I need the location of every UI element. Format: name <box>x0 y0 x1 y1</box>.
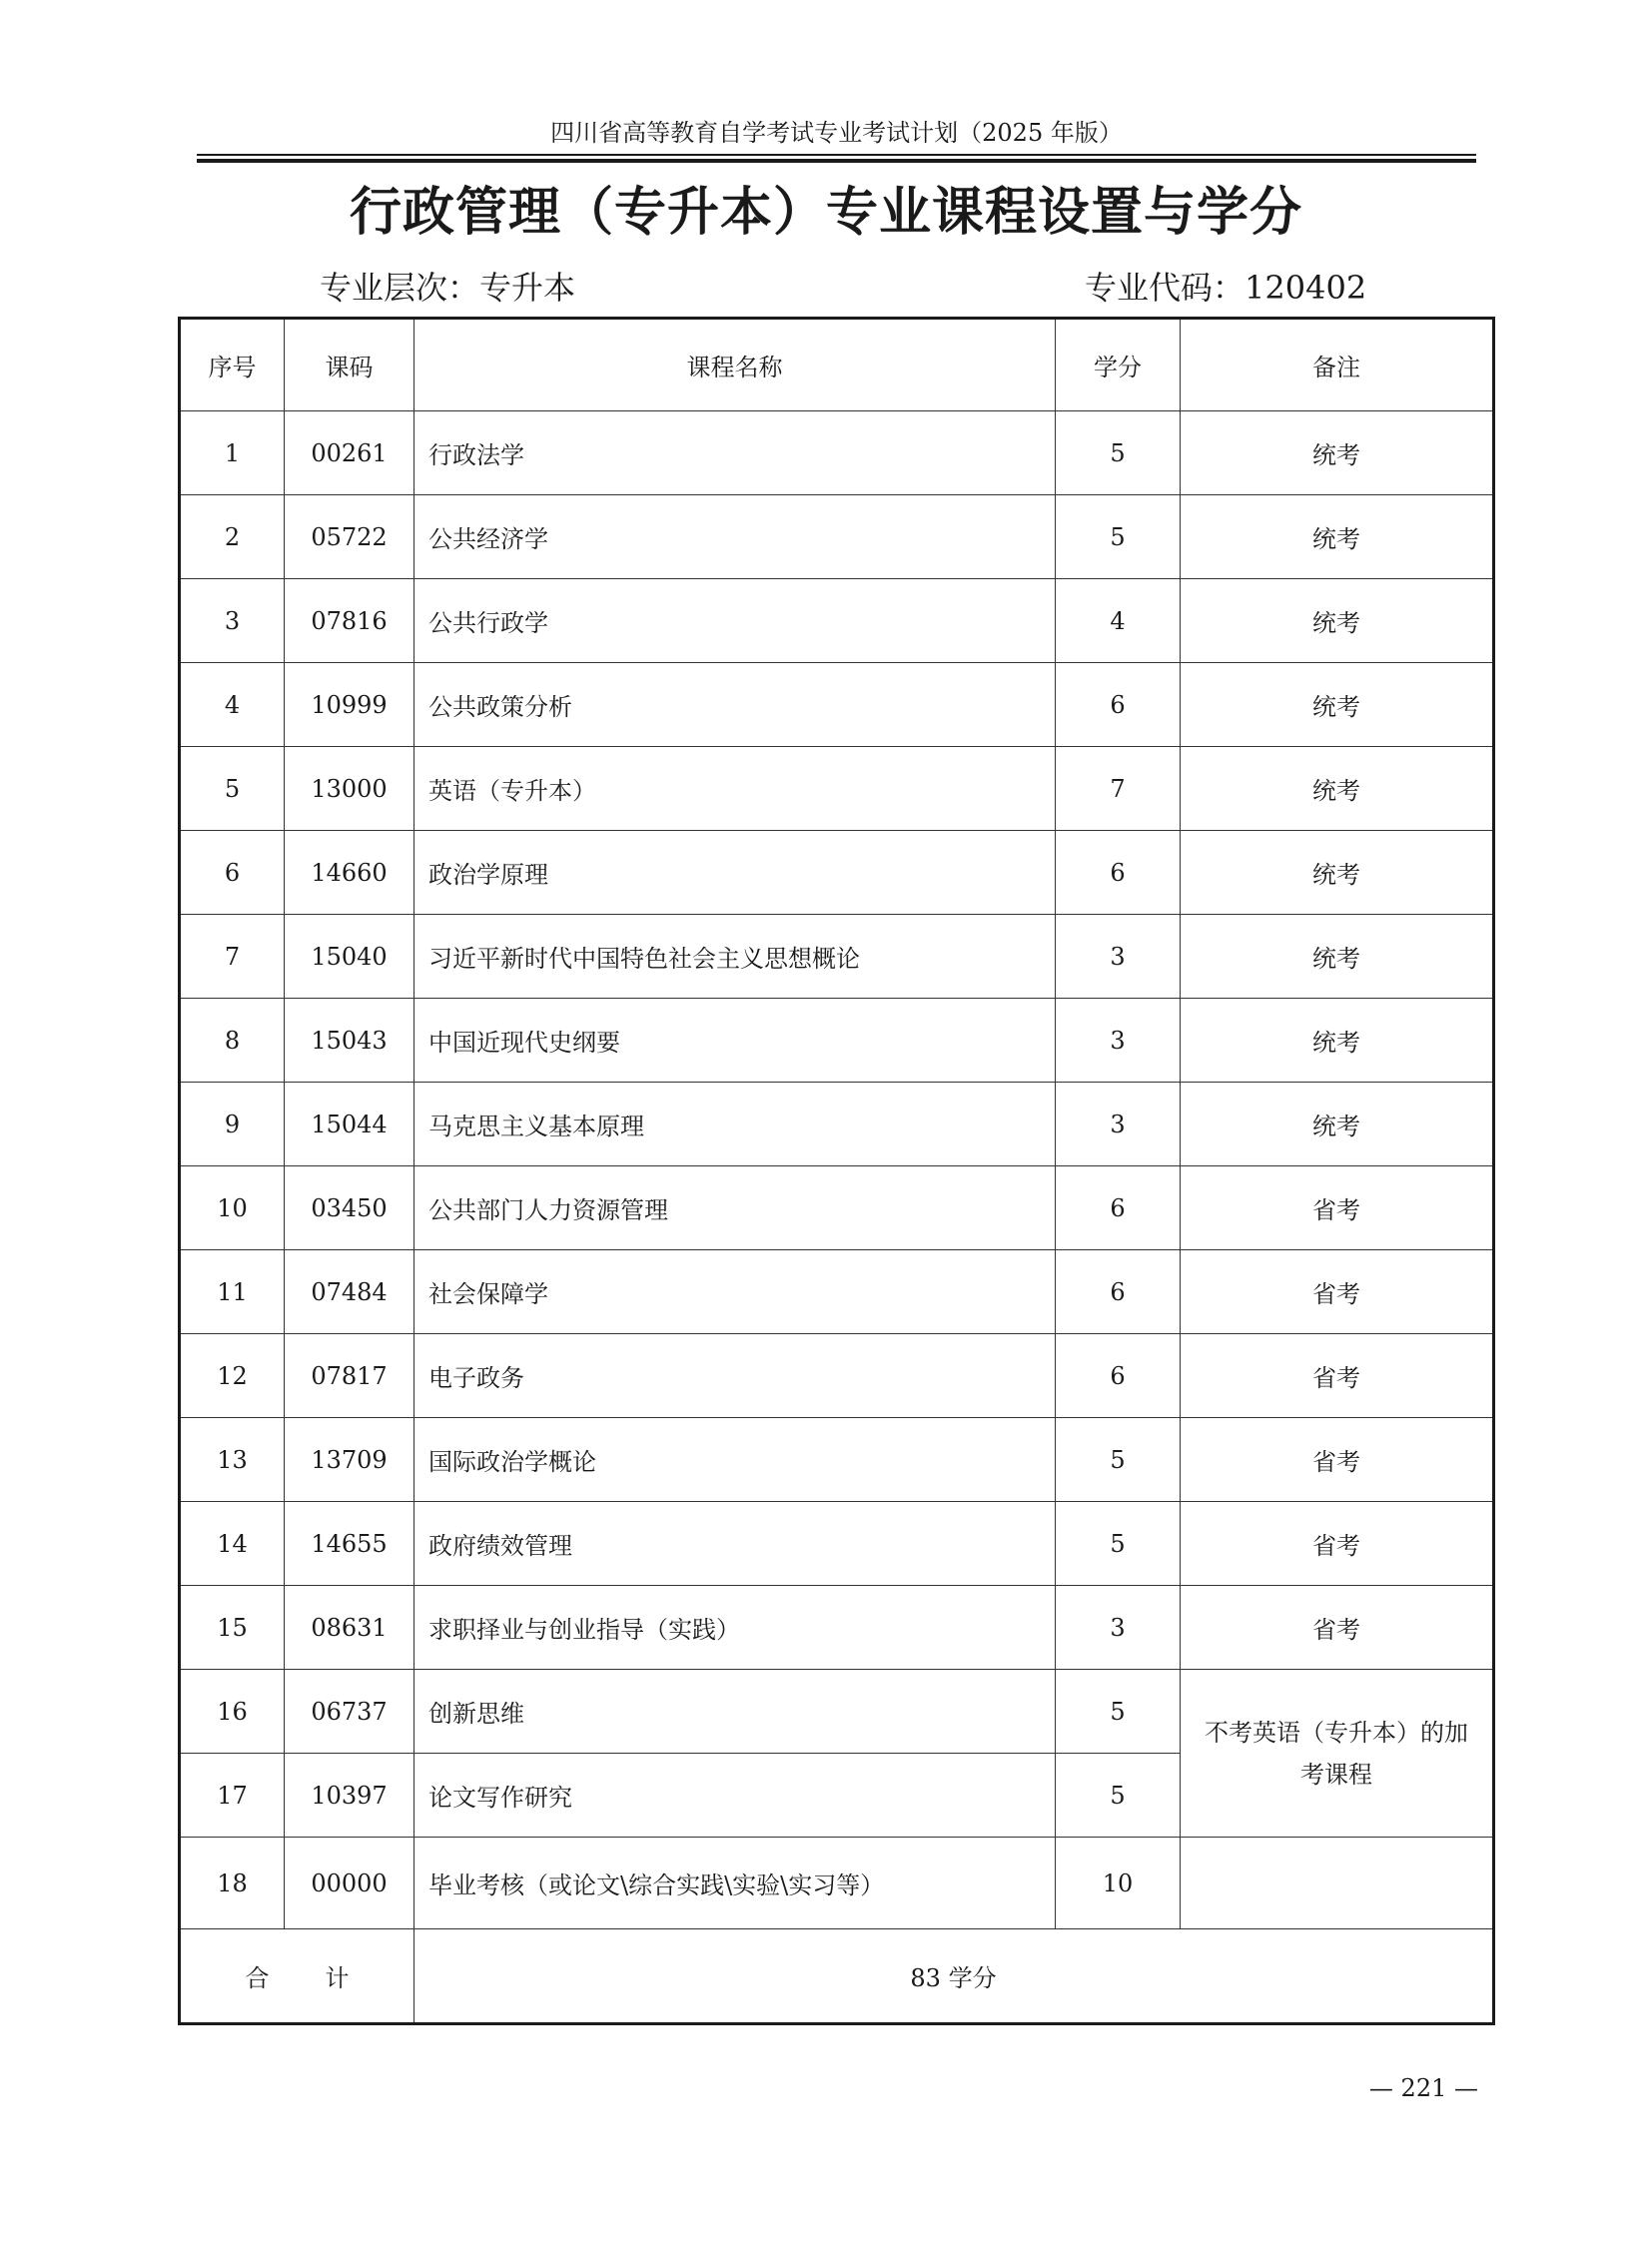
row-code: 15043 <box>285 999 414 1083</box>
row-remark: 省考 <box>1181 1250 1494 1334</box>
page-title: 行政管理（专升本）专业课程设置与学分 <box>349 183 1302 243</box>
row-name: 习近平新时代中国特色社会主义思想概论 <box>414 915 1056 999</box>
table-row <box>180 663 1494 747</box>
row-credits: 6 <box>1056 1166 1181 1250</box>
row-code: 07484 <box>285 1250 414 1334</box>
row-name: 政府绩效管理 <box>414 1502 1056 1586</box>
row-code: 10397 <box>285 1754 414 1838</box>
row-code: 07816 <box>285 579 414 663</box>
row-code: 15040 <box>285 915 414 999</box>
row-credits: 5 <box>1056 1754 1181 1838</box>
row-name: 公共部门人力资源管理 <box>414 1166 1056 1250</box>
remark-merged-line-2: 考课程 <box>1300 1760 1372 1789</box>
row-name: 政治学原理 <box>414 831 1056 915</box>
row-credits: 5 <box>1056 1670 1181 1754</box>
row-remark <box>1181 1838 1494 1929</box>
header-name: 课程名称 <box>414 319 1056 411</box>
table-header-row <box>180 319 1494 411</box>
table-row <box>180 1838 1494 1929</box>
row-seq: 13 <box>180 1418 285 1502</box>
row-remark: 统考 <box>1181 1083 1494 1166</box>
row-remark: 统考 <box>1181 579 1494 663</box>
row-credits: 3 <box>1056 1083 1181 1166</box>
row-credits: 5 <box>1056 1418 1181 1502</box>
total-label-a: 合 <box>245 1964 270 1992</box>
row-name: 行政法学 <box>414 411 1056 495</box>
major-code-label: 专业代码： <box>1085 269 1245 307</box>
row-seq: 1 <box>180 411 285 495</box>
row-credits: 6 <box>1056 663 1181 747</box>
header-credits: 学分 <box>1056 319 1181 411</box>
total-label <box>180 1929 414 2024</box>
page-number: — 221 — <box>1368 2074 1478 2102</box>
table-row <box>180 1586 1494 1670</box>
row-name: 论文写作研究 <box>414 1754 1056 1838</box>
header-remark: 备注 <box>1181 319 1494 411</box>
total-label-b: 计 <box>325 1964 350 1992</box>
table-row <box>180 1166 1494 1250</box>
row-seq: 8 <box>180 999 285 1083</box>
row-remark: 统考 <box>1181 999 1494 1083</box>
row-seq: 18 <box>180 1838 285 1929</box>
row-code: 13000 <box>285 747 414 831</box>
table-row <box>180 579 1494 663</box>
row-seq: 15 <box>180 1586 285 1670</box>
table-row <box>180 1334 1494 1418</box>
table-row <box>180 495 1494 579</box>
row-credits: 5 <box>1056 495 1181 579</box>
row-code: 05722 <box>285 495 414 579</box>
row-credits: 5 <box>1056 1502 1181 1586</box>
row-remark: 省考 <box>1181 1418 1494 1502</box>
remark-merged-line-1: 不考英语（专升本）的加 <box>1205 1718 1468 1747</box>
row-credits: 3 <box>1056 915 1181 999</box>
row-credits: 3 <box>1056 999 1181 1083</box>
row-seq: 7 <box>180 915 285 999</box>
row-remark: 统考 <box>1181 495 1494 579</box>
total-row <box>180 1929 1494 2024</box>
row-seq: 6 <box>180 831 285 915</box>
table-row <box>180 1083 1494 1166</box>
row-name: 毕业考核（或论文\综合实践\实验\实习等） <box>414 1838 1056 1929</box>
row-remark: 省考 <box>1181 1586 1494 1670</box>
header-rule-thick <box>197 159 1476 163</box>
row-name: 国际政治学概论 <box>414 1418 1056 1502</box>
row-code: 13709 <box>285 1418 414 1502</box>
table-row <box>180 1418 1494 1502</box>
header-rule-thin <box>197 154 1476 156</box>
row-seq: 9 <box>180 1083 285 1166</box>
row-name: 电子政务 <box>414 1334 1056 1418</box>
row-code: 07817 <box>285 1334 414 1418</box>
table-row <box>180 747 1494 831</box>
row-code: 08631 <box>285 1586 414 1670</box>
row-credits: 4 <box>1056 579 1181 663</box>
row-name: 创新思维 <box>414 1670 1056 1754</box>
row-name: 社会保障学 <box>414 1250 1056 1334</box>
row-seq: 5 <box>180 747 285 831</box>
row-name: 中国近现代史纲要 <box>414 999 1056 1083</box>
row-seq: 17 <box>180 1754 285 1838</box>
row-remark: 统考 <box>1181 411 1494 495</box>
row-seq: 2 <box>180 495 285 579</box>
row-seq: 16 <box>180 1670 285 1754</box>
table-row <box>180 1502 1494 1586</box>
row-credits: 3 <box>1056 1586 1181 1670</box>
row-code: 14660 <box>285 831 414 915</box>
row-remark: 省考 <box>1181 1334 1494 1418</box>
table-row <box>180 1250 1494 1334</box>
table-row <box>180 1670 1494 1754</box>
row-code: 00000 <box>285 1838 414 1929</box>
row-code: 03450 <box>285 1166 414 1250</box>
row-name: 马克思主义基本原理 <box>414 1083 1056 1166</box>
row-remark-merged <box>1181 1670 1494 1838</box>
row-credits: 6 <box>1056 831 1181 915</box>
row-seq: 10 <box>180 1166 285 1250</box>
row-code: 10999 <box>285 663 414 747</box>
row-remark: 统考 <box>1181 747 1494 831</box>
row-seq: 14 <box>180 1502 285 1586</box>
row-remark: 统考 <box>1181 831 1494 915</box>
row-code: 06737 <box>285 1670 414 1754</box>
table-row <box>180 831 1494 915</box>
row-credits: 7 <box>1056 747 1181 831</box>
table-row <box>180 999 1494 1083</box>
row-code: 15044 <box>285 1083 414 1166</box>
row-remark: 统考 <box>1181 915 1494 999</box>
row-credits: 6 <box>1056 1250 1181 1334</box>
course-table <box>178 317 1495 2025</box>
row-seq: 4 <box>180 663 285 747</box>
major-code-value: 120402 <box>1244 269 1367 307</box>
row-credits: 5 <box>1056 411 1181 495</box>
row-remark: 统考 <box>1181 663 1494 747</box>
header-code: 课码 <box>285 319 414 411</box>
row-remark: 省考 <box>1181 1502 1494 1586</box>
row-code: 00261 <box>285 411 414 495</box>
row-credits: 6 <box>1056 1334 1181 1418</box>
row-name: 公共行政学 <box>414 579 1056 663</box>
row-seq: 3 <box>180 579 285 663</box>
row-seq: 12 <box>180 1334 285 1418</box>
row-credits: 10 <box>1056 1838 1181 1929</box>
major-level: 专业层次：专升本 <box>320 269 576 307</box>
row-name: 公共政策分析 <box>414 663 1056 747</box>
row-remark: 省考 <box>1181 1166 1494 1250</box>
row-seq: 11 <box>180 1250 285 1334</box>
table-row <box>180 411 1494 495</box>
row-name: 求职择业与创业指导（实践） <box>414 1586 1056 1670</box>
header-seq: 序号 <box>180 319 285 411</box>
table-row <box>180 915 1494 999</box>
row-name: 英语（专升本） <box>414 747 1056 831</box>
major-code <box>1085 268 1366 308</box>
row-code: 14655 <box>285 1502 414 1586</box>
total-value: 83 学分 <box>414 1929 1494 2024</box>
running-header: 四川省高等教育自学考试专业考试计划（2025 年版） <box>550 119 1123 147</box>
row-name: 公共经济学 <box>414 495 1056 579</box>
